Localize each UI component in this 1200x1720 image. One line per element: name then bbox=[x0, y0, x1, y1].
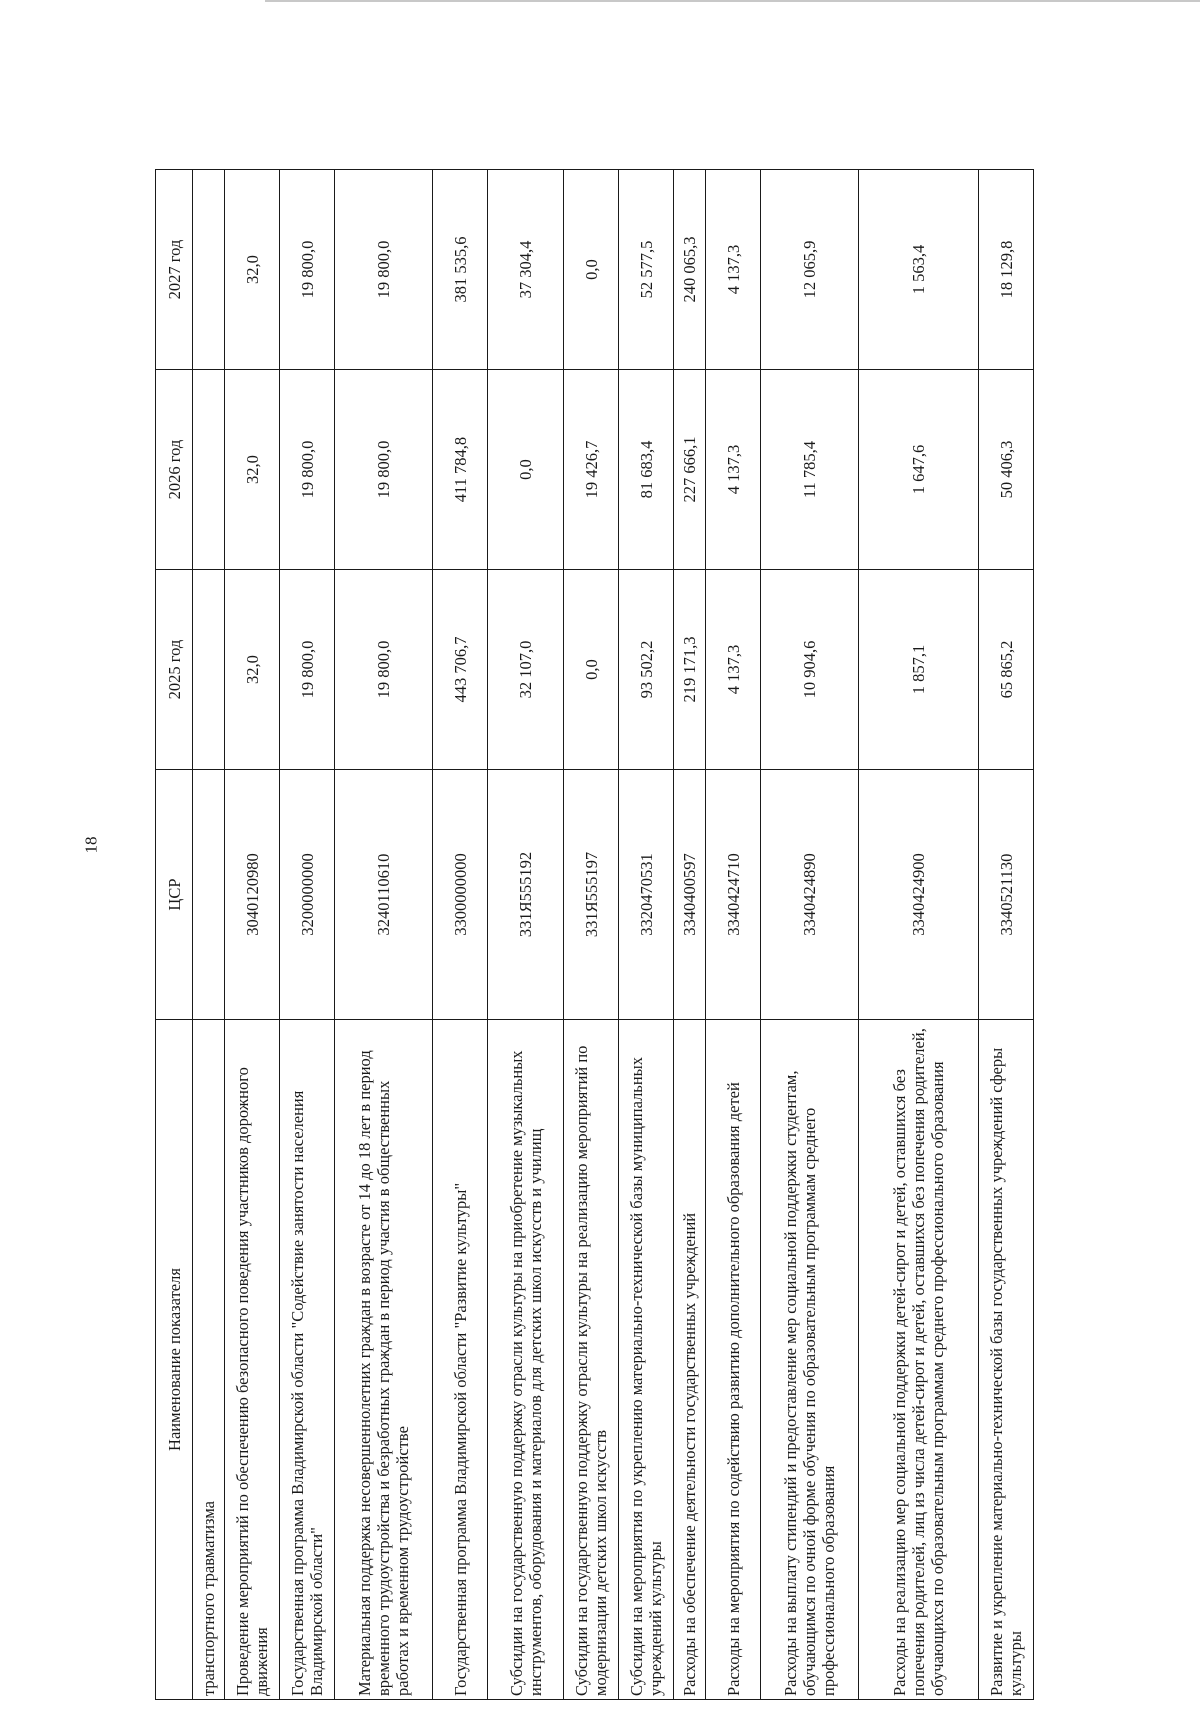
table-row bbox=[225, 170, 280, 1700]
row-csr-cell bbox=[193, 770, 225, 1020]
row-name-cell: Расходы на мероприятия по содействию развитию дополнительного образования детей bbox=[706, 1020, 761, 1700]
row-2025-cell: 4 137,3 bbox=[706, 570, 761, 770]
row-2027-cell bbox=[193, 170, 225, 370]
row-2026-cell: 19 800,0 bbox=[280, 370, 335, 570]
row-2026-cell bbox=[193, 370, 225, 570]
table-row bbox=[979, 170, 1034, 1700]
rotated-table-wrapper bbox=[155, 170, 1055, 1700]
row-csr-cell: 3340424890 bbox=[761, 770, 859, 1020]
row-2026-cell: 81 683,4 bbox=[619, 370, 674, 570]
row-csr-cell: 3340400597 bbox=[674, 770, 706, 1020]
row-2027-cell: 12 065,9 bbox=[761, 170, 859, 370]
table-body bbox=[193, 170, 1034, 1700]
row-2027-cell: 1 563,4 bbox=[859, 170, 979, 370]
row-2025-cell: 19 800,0 bbox=[335, 570, 433, 770]
row-name-cell: Развитие и укрепление материально-технической базы государственных учреждений сферы культуры bbox=[979, 1020, 1034, 1700]
row-2026-cell: 4 137,3 bbox=[706, 370, 761, 570]
row-csr-cell: 3300000000 bbox=[433, 770, 488, 1020]
row-2025-cell: 10 904,6 bbox=[761, 570, 859, 770]
table-row bbox=[674, 170, 706, 1700]
header-2025: 2025 год bbox=[156, 570, 193, 770]
table-row bbox=[488, 170, 564, 1700]
page-number: 18 bbox=[81, 836, 101, 854]
row-2027-cell: 32,0 bbox=[225, 170, 280, 370]
row-2025-cell: 93 502,2 bbox=[619, 570, 674, 770]
row-2026-cell: 50 406,3 bbox=[979, 370, 1034, 570]
row-2027-cell: 0,0 bbox=[564, 170, 619, 370]
row-2026-cell: 0,0 bbox=[488, 370, 564, 570]
row-name-cell: Государственная программа Владимирской области "Развитие культуры" bbox=[433, 1020, 488, 1700]
budget-table bbox=[155, 169, 1034, 1700]
row-csr-cell: 3200000000 bbox=[280, 770, 335, 1020]
row-csr-cell: 3320470531 bbox=[619, 770, 674, 1020]
row-csr-cell: 3240110610 bbox=[335, 770, 433, 1020]
row-name-cell: Субсидии на государственную поддержку отрасли культуры на реализацию мероприятий по модернизации детских школ искусств bbox=[564, 1020, 619, 1700]
row-csr-cell: 3040120980 bbox=[225, 770, 280, 1020]
row-2027-cell: 240 065,3 bbox=[674, 170, 706, 370]
table-row bbox=[193, 170, 225, 1700]
header-2027: 2027 год bbox=[156, 170, 193, 370]
table-row bbox=[619, 170, 674, 1700]
header-csr: ЦСР bbox=[156, 770, 193, 1020]
row-csr-cell: 3340424710 bbox=[706, 770, 761, 1020]
row-2026-cell: 19 800,0 bbox=[335, 370, 433, 570]
row-name-cell: Государственная программа Владимирской области "Содействие занятости населения Владимирской области" bbox=[280, 1020, 335, 1700]
row-2026-cell: 32,0 bbox=[225, 370, 280, 570]
row-csr-cell: 331Я555192 bbox=[488, 770, 564, 1020]
row-name-cell: Материальная поддержка несовершеннолетних граждан в возрасте от 14 до 18 лет в период временного трудоустройства и безработных граждан в период участия в общественных работах и временном трудоустройстве bbox=[335, 1020, 433, 1700]
row-2025-cell bbox=[193, 570, 225, 770]
header-2026: 2026 год bbox=[156, 370, 193, 570]
table-row bbox=[433, 170, 488, 1700]
table-row bbox=[564, 170, 619, 1700]
row-2027-cell: 381 535,6 bbox=[433, 170, 488, 370]
row-2026-cell: 411 784,8 bbox=[433, 370, 488, 570]
table-row bbox=[280, 170, 335, 1700]
row-2025-cell: 19 800,0 bbox=[280, 570, 335, 770]
row-2025-cell: 32 107,0 bbox=[488, 570, 564, 770]
table-row bbox=[859, 170, 979, 1700]
row-csr-cell: 3340521130 bbox=[979, 770, 1034, 1020]
row-2025-cell: 65 865,2 bbox=[979, 570, 1034, 770]
row-csr-cell: 3340424900 bbox=[859, 770, 979, 1020]
row-name-cell: Субсидии на государственную поддержку отрасли культуры на приобретение музыкальных инструментов, оборудования и материалов для детских школ искусств и училищ bbox=[488, 1020, 564, 1700]
row-2026-cell: 11 785,4 bbox=[761, 370, 859, 570]
row-2027-cell: 19 800,0 bbox=[335, 170, 433, 370]
row-2025-cell: 32,0 bbox=[225, 570, 280, 770]
header-row bbox=[156, 170, 193, 1700]
row-name-cell: Расходы на выплату стипендий и предоставление мер социальной поддержки студентам, обучающимся по очной форме обучения по образовательным программам среднего профессионального образования bbox=[761, 1020, 859, 1700]
row-name-cell: Субсидии на мероприятия по укреплению материально-технической базы муниципальных учреждений культуры bbox=[619, 1020, 674, 1700]
row-name-cell: Проведение мероприятий по обеспечению безопасного поведения участников дорожного движения bbox=[225, 1020, 280, 1700]
row-name-cell: транспортного травматизма bbox=[193, 1020, 225, 1700]
row-2027-cell: 4 137,3 bbox=[706, 170, 761, 370]
table-row bbox=[706, 170, 761, 1700]
header-name: Наименование показателя bbox=[156, 1020, 193, 1700]
row-2027-cell: 18 129,8 bbox=[979, 170, 1034, 370]
row-2025-cell: 443 706,7 bbox=[433, 570, 488, 770]
row-2025-cell: 0,0 bbox=[564, 570, 619, 770]
row-2025-cell: 219 171,3 bbox=[674, 570, 706, 770]
row-name-cell: Расходы на обеспечение деятельности государственных учреждений bbox=[674, 1020, 706, 1700]
row-csr-cell: 331Я555197 bbox=[564, 770, 619, 1020]
scan-edge-line bbox=[265, 0, 1200, 2]
table-row bbox=[761, 170, 859, 1700]
row-2027-cell: 37 304,4 bbox=[488, 170, 564, 370]
row-2025-cell: 1 857,1 bbox=[859, 570, 979, 770]
row-name-cell: Расходы на реализацию мер социальной поддержки детей-сирот и детей, оставшихся без попечения родителей, лиц из числа детей-сирот и детей, оставшихся без попечения родителей, обучающихся по образовательным программам среднего профессионального образования bbox=[859, 1020, 979, 1700]
row-2027-cell: 52 577,5 bbox=[619, 170, 674, 370]
row-2026-cell: 227 666,1 bbox=[674, 370, 706, 570]
table-row bbox=[335, 170, 433, 1700]
row-2026-cell: 19 426,7 bbox=[564, 370, 619, 570]
row-2026-cell: 1 647,6 bbox=[859, 370, 979, 570]
row-2027-cell: 19 800,0 bbox=[280, 170, 335, 370]
